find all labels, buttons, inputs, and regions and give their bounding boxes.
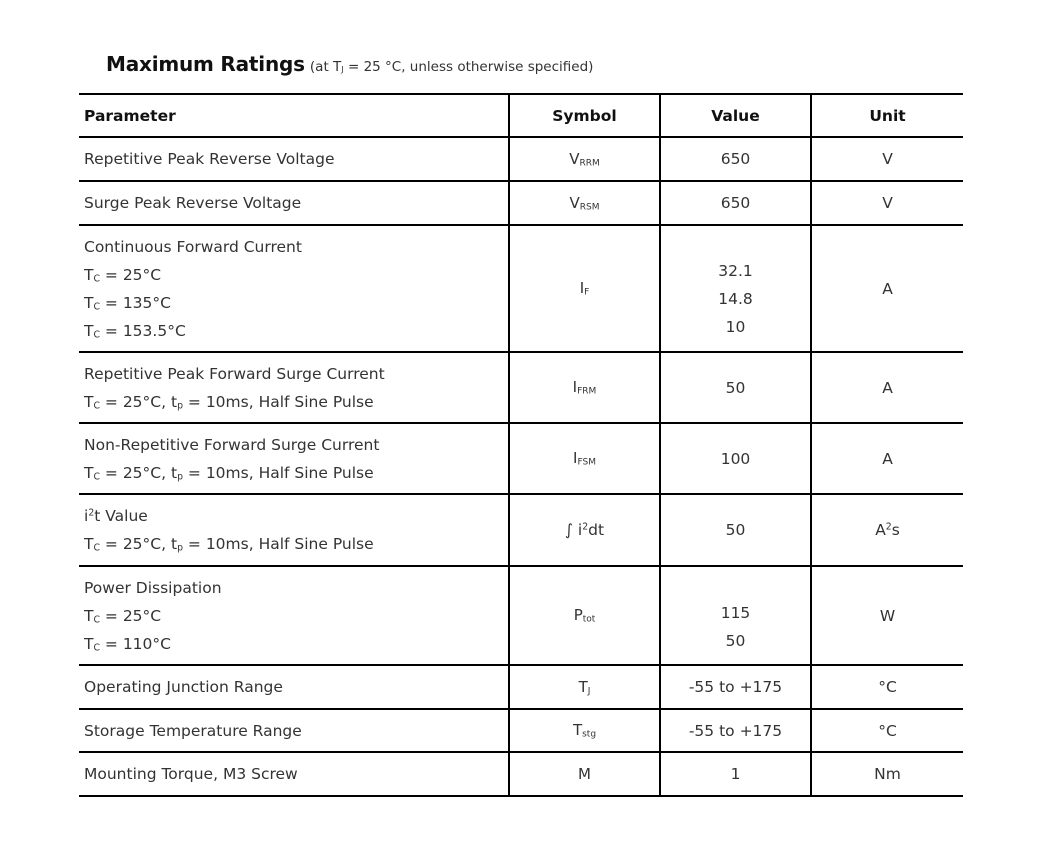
symbol-base: T [578,677,588,696]
tc-sub: C [93,641,100,653]
condition-text: = 10ms, Half Sine Pulse [187,535,374,553]
symbol-sub: J [587,686,591,697]
table-row [79,665,963,709]
param-name: Operating Junction Range [84,678,283,696]
tc-label: T [84,463,94,482]
value-cell [660,225,811,352]
tc-sub: C [93,613,100,625]
table-row [79,225,963,352]
param-cell [79,352,509,423]
unit-cell: V [811,181,963,225]
condition-line [84,530,508,558]
title-main: Maximum Ratings [106,52,305,76]
table-row [79,423,963,494]
condition-text: = 10ms, Half Sine Pulse [187,392,374,411]
symbol-cell [509,423,660,494]
param-cell [79,665,509,709]
header-symbol: Symbol [509,94,660,137]
unit-cell: V [811,137,963,181]
param-name: Non-Repetitive Forward Surge Current [84,435,380,454]
tc-sub: C [93,300,100,312]
value-line: 115 [720,603,751,622]
param-i: i [84,507,89,525]
symbol-cell [509,566,660,665]
symbol-sub: stg [582,729,597,740]
param-cell [79,709,509,752]
condition-text: = 10ms, Half Sine Pulse [187,463,374,482]
symbol-sub: FSM [577,457,596,468]
condition-line [84,630,508,658]
condition-line [84,289,508,317]
tc-sub: C [93,399,100,411]
param-tail: t Value [94,507,148,525]
tp-sub: p [177,470,183,482]
condition-text: = 25°C, t [104,463,178,482]
param-name: Power Dissipation [84,578,222,597]
unit-sup: 2 [885,521,892,533]
condition-line [84,388,508,416]
tc-sub: C [93,542,100,554]
symbol-base: T [572,721,583,740]
tp-sub: p [177,542,183,554]
symbol-base: V [569,149,580,168]
unit-cell: A [811,423,963,494]
symbol-cell [509,494,660,566]
unit-cell: A [811,225,963,352]
unit-cell: W [811,566,963,665]
value-cell: -55 to +175 [660,665,811,709]
param-cell [79,494,509,566]
condition-line [84,459,508,487]
symbol-base: P [573,606,583,625]
condition-text: = 135°C [104,293,171,312]
condition-sub: J [341,64,344,75]
value-cell: 50 [660,494,811,566]
symbol-sub: FRM [577,386,597,397]
table-row [79,752,963,796]
value-line: 50 [725,631,746,650]
param-cell [79,181,509,225]
condition-line [84,261,508,289]
value-line: 32.1 [718,261,753,280]
title-condition [310,59,594,75]
param-name: Continuous Forward Current [84,237,302,256]
condition-suffix: = 25 °C, unless otherwise specified) [343,59,594,75]
tc-label: T [84,392,94,411]
tc-label: T [84,321,94,340]
condition-line [84,602,508,630]
unit-base: A [875,521,886,539]
table-row [79,137,963,181]
table-row [79,181,963,225]
symbol-tail: dt [588,521,605,539]
tc-label: T [84,265,94,284]
tc-label: T [84,293,94,312]
header-parameter: Parameter [79,94,509,137]
param-name: Mounting Torque, M3 Screw [84,765,298,783]
value-cell: 650 [660,181,811,225]
unit-cell: °C [811,665,963,709]
param-cell [79,225,509,352]
value-line: 10 [725,317,746,336]
tc-sub: C [93,470,100,482]
table-row [79,709,963,752]
tp-sub: p [177,399,183,411]
symbol-cell [509,137,660,181]
value-cell: -55 to +175 [660,709,811,752]
tc-sub: C [93,328,100,340]
unit-cell: A [811,352,963,423]
symbol-sup: 2 [582,521,589,533]
symbol-cell [509,181,660,225]
symbol-base: V [569,193,580,212]
param-name [84,502,508,530]
symbol-cell [509,752,660,796]
condition-text: = 25°C [104,606,162,625]
condition-text: = 153.5°C [104,321,186,340]
table-row [79,494,963,566]
tc-label: T [84,606,94,625]
condition-text: = 25°C [104,265,162,284]
symbol-base: M [578,765,591,783]
condition-line [84,317,508,345]
value-line: 14.8 [718,289,753,308]
header-value: Value [660,94,811,137]
param-sup: 2 [88,507,95,519]
tc-sub: C [93,272,100,284]
symbol-base: I [572,378,578,397]
symbol-cell [509,352,660,423]
value-cell: 50 [660,352,811,423]
param-cell [79,423,509,494]
param-cell [79,566,509,665]
header-unit: Unit [811,94,963,137]
symbol-sub: RRM [579,158,600,169]
maximum-ratings-table [79,93,963,797]
symbol-sub: RSM [579,202,600,213]
value-cell [660,566,811,665]
symbol-sub: tot [582,614,596,625]
header-row [79,94,963,137]
param-cell [79,752,509,796]
table-row [79,566,963,665]
value-cell: 650 [660,137,811,181]
table-row [79,352,963,423]
param-name: Surge Peak Reverse Voltage [84,194,302,212]
condition-prefix: (at T [309,59,342,75]
unit-tail: s [891,521,900,539]
param-cell [79,137,509,181]
tc-label: T [84,535,94,553]
value-cell: 1 [660,752,811,796]
tc-label: T [84,634,94,653]
symbol-base: I [573,449,578,468]
integral-symbol: ∫ i [564,521,583,539]
symbol-cell [509,665,660,709]
condition-text: = 25°C, t [104,535,178,553]
section-title [106,52,593,76]
symbol-sub: F [584,287,590,298]
symbol-base: I [579,279,585,298]
unit-cell: °C [811,709,963,752]
unit-cell [811,494,963,566]
condition-text: = 25°C, t [104,392,178,411]
symbol-cell [509,225,660,352]
symbol-cell [509,709,660,752]
param-name: Storage Temperature Range [84,721,302,740]
unit-cell: Nm [811,752,963,796]
value-cell: 100 [660,423,811,494]
param-name: Repetitive Peak Reverse Voltage [84,150,335,168]
param-name: Repetitive Peak Forward Surge Current [84,364,385,383]
condition-text: = 110°C [104,634,171,653]
